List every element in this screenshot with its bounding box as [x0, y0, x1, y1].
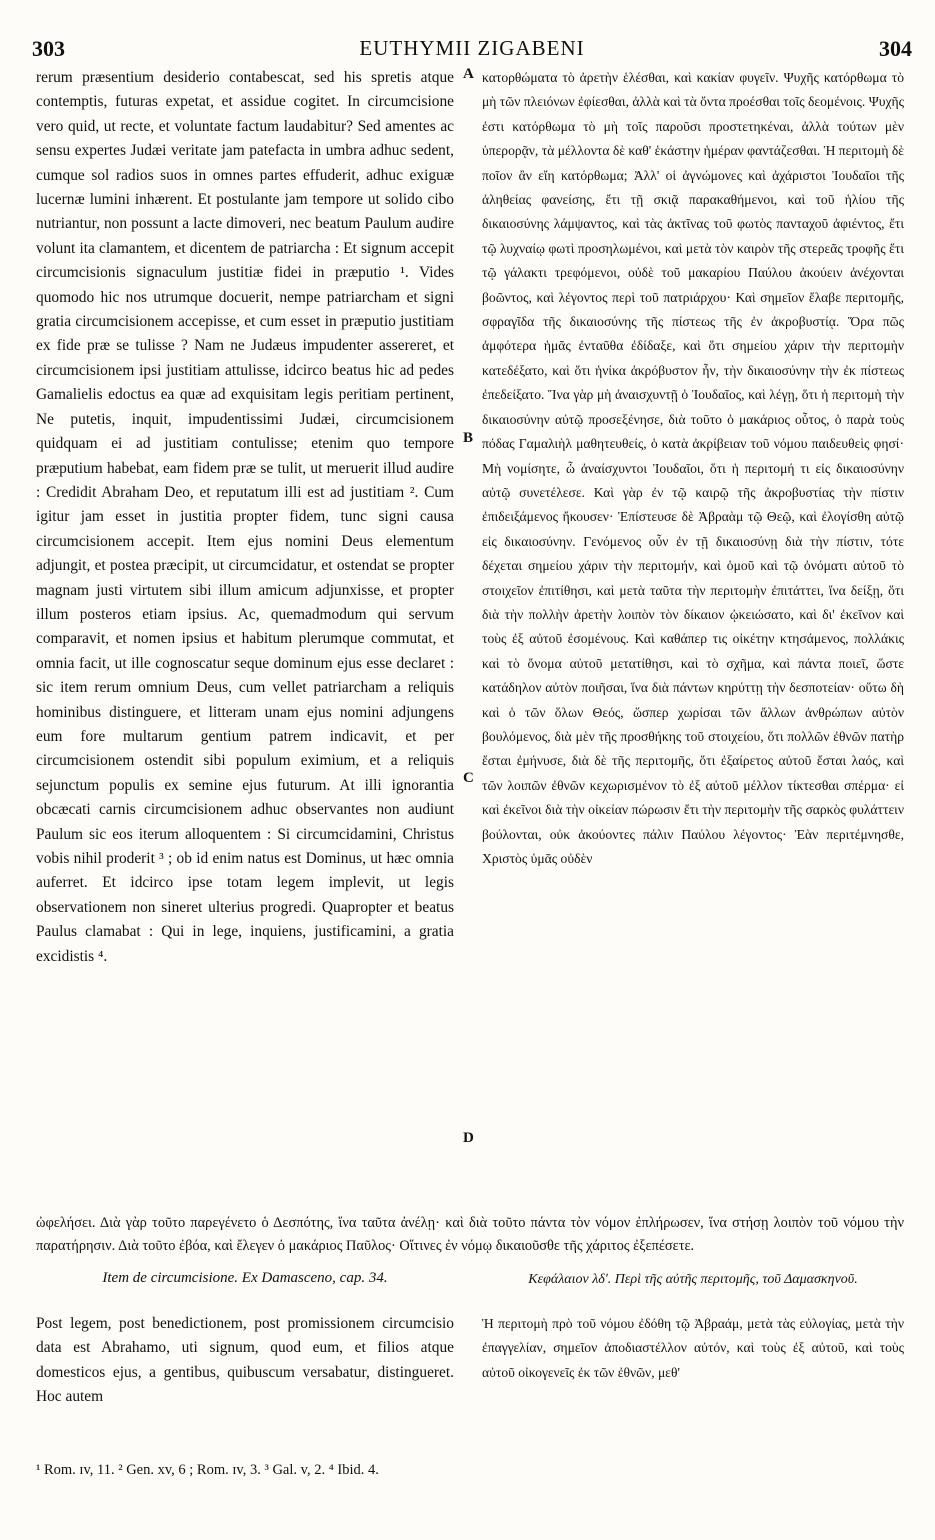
latin-section-paragraph: Post legem, post benedictionem, post promissionem circumcisio data est Abrahamo, uti signum, quod eum, et filios atque domesticos ejus, a gentibus, quibuscum versabatur, distingueret. Hoc autem	[36, 1315, 454, 1406]
margin-marker-c: C	[463, 770, 474, 786]
margin-marker-a: A	[463, 66, 474, 82]
right-page-number: 304	[879, 36, 912, 61]
latin-column	[36, 66, 454, 969]
footnotes: ¹ Rom. ɪv, 11. ² Gen. xv, 6 ; Rom. ɪv, 3. ³ Gal. v, 2. ⁴ Ibid. 4.	[36, 1462, 379, 1478]
left-page-number: 303	[32, 36, 65, 61]
greek-section-body	[482, 1312, 904, 1385]
margin-marker-d: D	[463, 1130, 474, 1146]
greek-column	[482, 66, 904, 871]
latin-section-heading: Item de circumcisione. Ex Damasceno, cap. 34.	[102, 1270, 388, 1286]
full-width-paragraph: ὠφελήσει. Διὰ γὰρ τοῦτο παρεγένετο ὁ Δεσπότης, ἵνα ταῦτα ἀνέλῃ· καὶ διὰ τοῦτο πάντα τὸν νόμον ἐπλήρωσεν, ἵνα στήσῃ λοιπὸν τοῦ νόμου τὴν παρατήρησιν. Διὰ τοῦτο ἐβόα, καὶ ἔλεγεν ὁ μακάριος Παῦλος· Οἵτινες ἐν νόμῳ δικαιοῦσθε τῆς χάριτος ἐξεπέσετε.	[36, 1215, 904, 1254]
margin-marker-b: B	[463, 430, 474, 446]
full-width-greek-text	[36, 1212, 904, 1258]
latin-paragraph: rerum præsentium desiderio contabescat, sed his spretis atque contemptis, futuras expetat, et assidue cogitet. In circumcisione vero quid, ut recte, et voluntate factum laudabitur? Sed amentes ac sensu expertes Judæi veritate jam patefacta in umbra adhuc sedent, cumque sol radios suos in omnes partes effuderit, adhuc exiguæ lucernæ lumini inhærent. Et postulante jam tempore ut solido cibo nutriantur, non possunt a lacte dimoveri, nec beatum Paulum audire volunt ita clamantem, et dicentem de patriarcha : Et signum accepit circumcisionis signaculum justitiæ fidei in præputio ¹. Vides quomodo hic nos utrumque docuerit, nempe patriarcham et signi gratia circumcisionem accepisse, et cum esset in præputio justitiam ex fide præ se tulisse ? Nam ne Judæus impudenter assereret, et circumcisionem ipsi justitiam attulisse, idcirco beatus hic ad pedes Gamalielis edoctus ea quæ ad exquisitam legis peritiam pertinent, Ne putetis, inquit, impudentissimi Judæi, circumcisionem quidquam ei ad justitiam contulisse; etenim quo tempore præputium habebat, eam fidem præ se tulit, ut meruerit illud audire : Credidit Abraham Deo, et reputatum illi est ad justitiam ². Cum igitur jam esset in justitia propter fidem, tunc signi causa circumcisionem accepit. Item ejus nomini Deus elementum adjungit, et postea præcipit, ut circumcidatur, et ostendat se propter magnam justi virtutem sibi illum amicum adjunxisse, et propter illum posteros etiam ipsius. Ac, quemadmodum qui servum comparavit, et nomen ipsius et habitum plerumque commutat, et omnia facit, ut ille cognoscatur seque dominum ejus esse declaret : sic item rerum omnium Deus, cum vellet patriarcham a reliquis hominibus distinguere, et litteram unam ejus nomini adjungens eum fore multarum gentium patrem indicavit, et per circumcisionem ostendit sibi populum eximium, et a reliquis sejunctum populis ex semine ejus futurum. At illi ignorantia obcæcati carnis circumcisionem adhuc observantes non audiunt Paulum sic eos iterum alloquentem : Si circumcidamini, Christus vobis nihil proderit ³ ; ob id enim natus est Dominus, ut hæc omnia auferret. Et idcirco ipse totam legem implevit, ut legis observationem non sineret ulterius progredi. Quapropter et beatus Paulus clamabat : Qui in lege, inquiens, justificamini, a gratia excidistis ⁴.	[36, 69, 454, 965]
greek-section-paragraph: Ἡ περιτομὴ πρὸ τοῦ νόμου ἐδόθη τῷ Ἀβραάμ, μετὰ τὰς εὐλογίας, μετὰ τὴν ἐπαγγελίαν, σημεῖον ἀποδιαστέλλον αὐτόν, καὶ τοὺς ἐξ αὐτοῦ, καὶ τοὺς αὐτοῦ οἰκογενεῖς ἐκ τῶν ἐθνῶν, μεθ'	[482, 1316, 904, 1380]
greek-section-heading: Κεφάλαιον λδʹ. Περὶ τῆς αὐτῆς περιτομῆς, τοῦ Δαμασκηνοῦ.	[528, 1272, 858, 1287]
running-title: EUTHYMII ZIGABENI	[359, 36, 585, 60]
greek-paragraph: κατορθώματα τὸ ἀρετὴν ἑλέσθαι, καὶ κακίαν φυγεῖν. Ψυχῆς κατόρθωμα τὸ μὴ τῶν πλειόνων ἐφίεσθαι, ἀλλὰ καὶ τὰ ὄντα προέσθαι τοῖς δεομένοις. Ψυχῆς ἐστι κατόρθωμα τὸ μὴ τοῖς παροῦσι προστετηκέναι, ἀλλὰ τούτων μὲν ὑπερορᾷν, τὰ μέλλοντα δὲ καθ' ἑκάστην ἡμέραν φαντάζεσθαι. Ἡ περιτομὴ δὲ ποῖον ἂν εἴη κατόρθωμα; Ἀλλ' οἱ ἀγνώμονες καὶ ἀχάριστοι Ἰουδαῖοι τῆς ἀληθείας φανείσης, ἔτι τῇ σκιᾷ παρακαθήμενοι, καὶ τοῦ ἡλίου τῆς δικαιοσύνης λάμψαντος, καὶ τὰς ἀκτῖνας τοῦ φωτὸς πανταχοῦ ἀφιέντος, ἔτι τῷ λυχναίῳ φωτὶ προσηλωμένοι, καὶ μετὰ τὸν καιρὸν τῆς στερεᾶς τροφῆς ἔτι τῷ γάλακτι τρεφόμενοι, οὐδὲ τοῦ μακαρίου Παύλου ἀκούειν ἀνέχονται βοῶντος, καὶ λέγοντος περὶ τοῦ πατριάρχου· Καὶ σημεῖον ἔλαβε περιτομῆς, σφραγῖδα τῆς δικαιοσύνης τῆς πίστεως τῆς ἐν ἀκροβυστίᾳ. Ὅρα πῶς ἀμφότερα ἡμᾶς ἐνταῦθα ἐδίδαξε, καὶ ὅτι σημείου χάριν τὴν περιτομὴν κατεδέξατο, καὶ ὅτι ἡνίκα ἀκρόβυστον ἦν, τὴν δικαιοσύνην τὴν ἐκ πίστεως ἐπεδείξατο. Ἵνα γὰρ μὴ ἀναισχυντῇ ὁ Ἰουδαῖος, καὶ λέγῃ, ὅτι ἡ περιτομὴ τὴν δικαιοσύνην αὐτῷ προσεξένησε, διὰ τοῦτο ὁ μακάριος οὗτος, ὁ παρὰ τοὺς πόδας Γαμαλιὴλ μαθητευθείς, ὁ κατὰ ἀκρίβειαν τοῦ νόμου παιδευθεὶς φησί· Μὴ νομίσητε, ὦ ἀναίσχυντοι Ἰουδαῖοι, ὅτι ἡ περιτομή τι εἰς δικαιοσύνην αὐτῷ συνετέλεσε. Καὶ γὰρ ἐν τῷ καιρῷ τῆς ἀκροβυστίας τὴν πίστιν ἐπιδειξάμενος ἤκουσεν· Ἐπίστευσε δὲ Ἀβραὰμ τῷ Θεῷ, καὶ ἐλογίσθη αὐτῷ εἰς δικαιοσύνην. Γενόμενος οὖν ἐν τῇ δικαιοσύνῃ διὰ τὴν πίστιν, τότε δέχεται σημείου χάριν τὴν περιτομήν, καὶ ὁμοῦ καὶ τῷ ὀνόματι αὐτοῦ τὸ στοιχεῖον ἐπιτίθησι, καὶ μετὰ ταῦτα τὴν περιτομὴν ἐπιτάττει, ἵνα δείξῃ, ὅτι διὰ τὴν πολλὴν ἀρετὴν λοιπὸν τὸν δίκαιον ᾠκειώσατο, καὶ δι' ἐκεῖνον καὶ τοὺς ἐξ αὐτοῦ ἐσομένους. Καὶ καθάπερ τις οἰκέτην κτησάμενος, πολλάκις καὶ τὸ ὄνομα αὐτοῦ μετατίθησι, καὶ τὸ σχῆμα, καὶ πάντα ποιεῖ, ὥστε κατάδηλον αὐτὸν ποιῆσαι, ἵνα διὰ πάντων κηρύττῃ τὴν δεσποτείαν· οὕτω δὴ καὶ ὁ τῶν ὅλων Θεός, ὥσπερ χωρίσαι τῶν ἄλλων ἀνθρώπων αὐτὸν βουλόμενος, διὰ μὲν τῆς προσθήκης τοῦ στοιχείου, ὅτι πολλῶν ἐθνῶν πατὴρ ἔσται ἐμήνυσε, διὰ δὲ τῆς περιτομῆς, ὅτι ἐξαίρετος αὐτοῦ ἔσται λαός, καὶ τῶν λοιπῶν ἐθνῶν κεχωρισμένον τὸ ἐξ αὐτοῦ μέλλον τίκτεσθαι σπέρμα· εἰ καὶ ἐκεῖνοι διὰ τὴν οἰκείαν πώρωσιν ἔτι τὴν περιτομὴν τῆς σαρκὸς φυλάττειν βούλονται, οὐκ ἀκούοντες πάλιν Παύλου λέγοντος· Ἐὰν περιτέμνησθε, Χριστὸς ὑμᾶς οὐδὲν	[482, 70, 904, 866]
latin-section-body	[36, 1312, 454, 1410]
page-header	[32, 36, 912, 62]
